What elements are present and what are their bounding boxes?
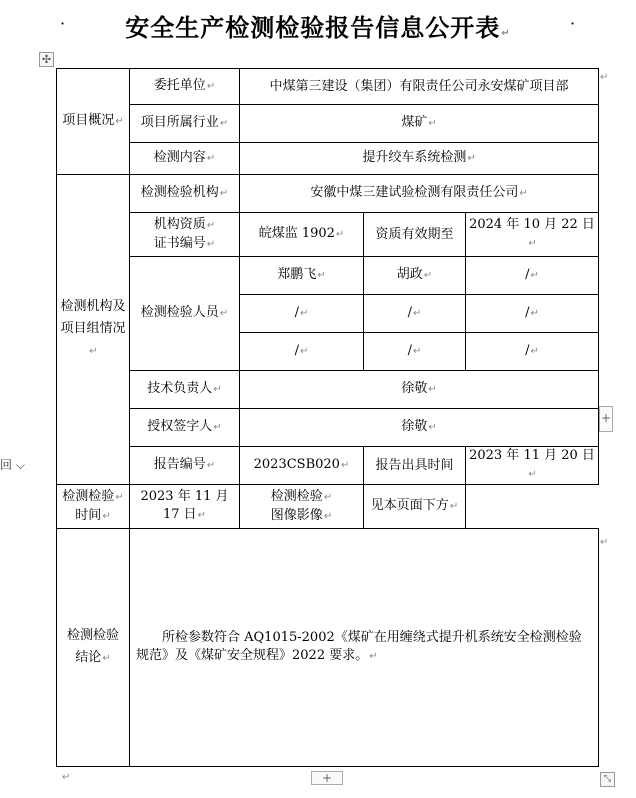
table-row bbox=[57, 447, 599, 485]
resize-handle-icon[interactable]: ⤡ bbox=[600, 772, 615, 787]
valid-label-cell: 资质有效期至 bbox=[364, 213, 466, 257]
industry-label-cell: 项目所属行业↵ bbox=[130, 105, 240, 143]
image-label-cell: 检测检验↵ 图像影像↵ bbox=[240, 485, 364, 529]
bullet-dot-left: · bbox=[60, 14, 66, 33]
report-no-value-cell[interactable]: 2023CSB020↵ bbox=[240, 447, 364, 485]
sign-value-cell[interactable]: 徐敬↵ bbox=[240, 409, 599, 447]
table-row bbox=[57, 409, 599, 447]
report-table bbox=[56, 68, 599, 767]
side-widget[interactable]: 回 ⌵ bbox=[0, 458, 25, 472]
cert-label-cell: 机构资质↵ 证书编号↵ bbox=[130, 213, 240, 257]
table-row bbox=[57, 529, 599, 767]
report-no-label-cell: 报告编号↵ bbox=[130, 447, 240, 485]
add-column-button[interactable]: + bbox=[599, 406, 613, 432]
table-row bbox=[57, 485, 599, 529]
bullet-dot-right: · bbox=[570, 14, 576, 33]
cert-value-cell[interactable]: 皖煤监 1902↵ bbox=[240, 213, 364, 257]
staff-cell[interactable]: /↵ bbox=[240, 295, 364, 333]
page-title: 安全生产检测检验报告信息公开表↵ bbox=[125, 14, 511, 42]
staff-cell[interactable]: /↵ bbox=[466, 257, 599, 295]
industry-value-cell[interactable]: 煤矿↵ bbox=[240, 105, 599, 143]
table-row bbox=[57, 105, 599, 143]
table-row bbox=[57, 257, 599, 295]
paragraph-mark: ↵ bbox=[600, 72, 609, 83]
staff-cell[interactable]: /↵ bbox=[466, 295, 599, 333]
test-time-value-cell[interactable]: 2023 年 11 月 17 日↵ bbox=[130, 485, 240, 529]
table-row bbox=[57, 143, 599, 175]
overview-label-cell: 项目概况↵ bbox=[57, 69, 130, 175]
paragraph-mark: ↵ bbox=[62, 772, 71, 783]
staff-cell[interactable]: /↵ bbox=[364, 295, 466, 333]
conclusion-text-cell[interactable]: 所检参数符合 AQ1015-2002《煤矿在用缠绕式提升机系统安全检测检验规范》及《煤矿安全规程》2022 要求。↵ bbox=[130, 529, 599, 767]
staff-cell[interactable]: /↵ bbox=[240, 333, 364, 371]
table-row bbox=[57, 371, 599, 409]
test-time-label-cell: 检测检验↵ 时间↵ bbox=[57, 485, 130, 529]
issue-time-value-cell[interactable]: 2023 年 11 月 20 日↵ bbox=[466, 447, 599, 485]
sign-label-cell: 授权签字人↵ bbox=[130, 409, 240, 447]
image-value-cell[interactable]: 见本页面下方↵ bbox=[364, 485, 466, 529]
table-move-handle-icon[interactable]: ✣ bbox=[39, 52, 54, 67]
staff-cell[interactable]: 胡政↵ bbox=[364, 257, 466, 295]
staff-cell[interactable]: 郑鹏飞↵ bbox=[240, 257, 364, 295]
paragraph-mark: ↵ bbox=[600, 537, 609, 548]
agency-label-cell: 检测检验机构↵ bbox=[130, 175, 240, 213]
client-value-cell[interactable]: 中煤第三建设（集团）有限责任公司永安煤矿项目部 bbox=[240, 69, 599, 105]
table-row bbox=[57, 175, 599, 213]
agency-group-label-cell: 检测机构及项目组情况↵ bbox=[57, 175, 130, 485]
conclusion-label-cell: 检测检验 结论↵ bbox=[57, 529, 130, 767]
tech-label-cell: 技术负责人↵ bbox=[130, 371, 240, 409]
add-row-button[interactable]: + bbox=[311, 771, 343, 785]
client-label-cell: 委托单位↵ bbox=[130, 69, 240, 105]
content-label-cell: 检测内容↵ bbox=[130, 143, 240, 175]
valid-value-cell[interactable]: 2024 年 10 月 22 日↵ bbox=[466, 213, 599, 257]
table-row bbox=[57, 213, 599, 257]
agency-value-cell[interactable]: 安徽中煤三建试验检测有限责任公司↵ bbox=[240, 175, 599, 213]
staff-label-cell: 检测检验人员↵ bbox=[130, 257, 240, 371]
tech-value-cell[interactable]: 徐敬↵ bbox=[240, 371, 599, 409]
staff-cell[interactable]: /↵ bbox=[364, 333, 466, 371]
table-row bbox=[57, 69, 599, 105]
staff-cell[interactable]: /↵ bbox=[466, 333, 599, 371]
content-value-cell[interactable]: 提升绞车系统检测↵ bbox=[240, 143, 599, 175]
issue-time-label-cell: 报告出具时间 bbox=[364, 447, 466, 485]
